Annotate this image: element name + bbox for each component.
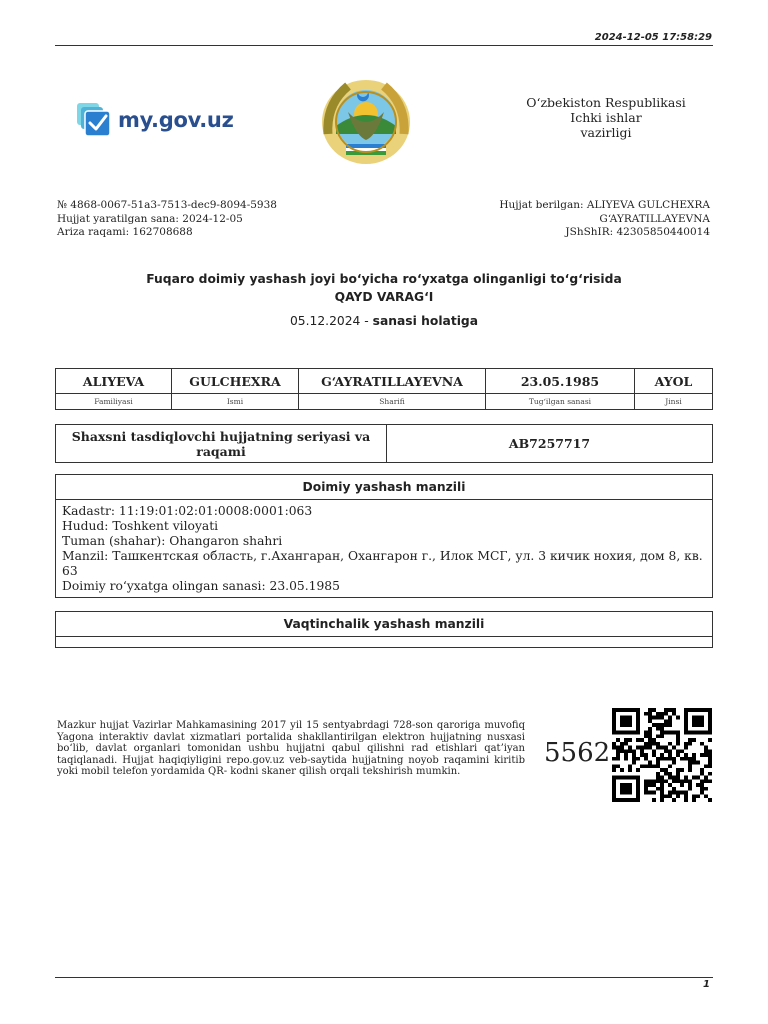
birth-date-label: Tug‘ilgan sanasi xyxy=(486,394,635,410)
as-of-label: sanasi holatiga xyxy=(372,314,479,328)
surname-label: Familiyasi xyxy=(56,394,172,410)
given-name-label: Ismi xyxy=(172,394,299,410)
registration-date-line: Doimiy ro‘yxatga olingan sanasi: 23.05.1985 xyxy=(62,579,340,593)
birth-date-value: 23.05.1985 xyxy=(486,369,635,394)
as-of-date-line xyxy=(0,314,768,328)
person-table xyxy=(55,368,713,410)
issued-to: Hujjat berilgan: ALIYEVA GULCHEXRA xyxy=(499,199,710,211)
id-document-label: Shaxsni tasdiqlovchi hujjatning seriyasi va raqami xyxy=(56,425,387,463)
permanent-address-body xyxy=(56,500,712,597)
application-number: Ariza raqami: 162708688 xyxy=(57,226,193,238)
id-document-table xyxy=(55,424,713,463)
top-rule xyxy=(55,45,713,46)
creation-date: Hujjat yaratilgan sana: 2024-12-05 xyxy=(57,212,243,225)
check-document-icon xyxy=(76,102,112,138)
ministry-name xyxy=(496,95,716,140)
document-meta-left xyxy=(57,199,277,240)
page-number: 1 xyxy=(703,979,710,990)
document-meta-right xyxy=(499,199,710,240)
document-timestamp: 2024-12-05 17:58:29 xyxy=(594,32,712,43)
temporary-address-section xyxy=(55,611,713,648)
ministry-line-1: O‘zbekiston Respublikasi xyxy=(526,95,686,110)
as-of-date: 05.12.2024 xyxy=(289,314,361,328)
state-emblem xyxy=(318,74,414,166)
surname-value: ALIYEVA xyxy=(56,369,172,394)
legal-disclaimer: Mazkur hujjat Vazirlar Mahkamasining 2017 yil 15 sentyabrdagi 728-son qaroriga muvofiq Yagona interaktiv davlat xizmatlari portalida shakllantirilgan elektron hujjatning nusxasi bo‘lib, davlat organlari tomonidan ushbu hujjatni qabul qilishni rad etishlari qat’iyan taqiqlanadi. Hujjat haqiqiyligini repo.gov.uz veb-saytida hujjatning noyob raqamini kiritib yoki mobil telefon yordamida QR- kodni skaner qilish orqali tekshirish mumkin. xyxy=(57,720,525,777)
cadastre-line: Kadastr: 11:19:01:02:01:0008:0001:063 xyxy=(62,504,313,518)
district-line: Tuman (shahar): Ohangaron shahri xyxy=(62,534,283,548)
qr-modules xyxy=(612,708,712,802)
bottom-rule xyxy=(55,977,713,978)
mygov-logo xyxy=(76,102,234,138)
verification-code: 5562 xyxy=(544,738,611,768)
temporary-address-body xyxy=(56,637,712,647)
patronymic-value: G‘AYRATILLAYEVNA xyxy=(299,369,486,394)
title-line-1: Fuqaro doimiy yashash joyi bo‘yicha ro‘yxatga olinganligi to‘g‘risida xyxy=(146,272,622,286)
region-line: Hudud: Toshkent viloyati xyxy=(62,519,219,533)
gender-label: Jinsi xyxy=(635,394,713,410)
patronymic-label: Sharifi xyxy=(299,394,486,410)
id-document-value: AB7257717 xyxy=(387,425,713,463)
document-title xyxy=(0,270,768,306)
document-number: № 4868-0067-51a3-7513-dec9-8094-5938 xyxy=(57,199,277,211)
gender-value: AYOL xyxy=(635,369,713,394)
temporary-address-heading: Vaqtinchalik yashash manzili xyxy=(56,612,712,637)
title-line-2: QAYD VARAG‘I xyxy=(334,290,434,304)
permanent-address-heading: Doimiy yashash manzili xyxy=(56,475,712,500)
logo-text: my.gov.uz xyxy=(118,108,234,132)
as-of-separator: - xyxy=(360,314,373,328)
issued-to-patronymic: G‘AYRATILLAYEVNA xyxy=(599,212,710,225)
personal-id: JShShIR: 42305850440014 xyxy=(565,226,710,238)
ministry-line-3: vazirligi xyxy=(580,125,632,140)
qr-code xyxy=(612,708,712,802)
permanent-address-section xyxy=(55,474,713,598)
ministry-line-2: Ichki ishlar xyxy=(570,110,642,125)
address-line: Manzil: Ташкентская область, г.Ахангаран, Охангарон г., Илок МСГ, ул. 3 кичик нохия, дом 8, кв. 63 xyxy=(62,549,703,578)
given-name-value: GULCHEXRA xyxy=(172,369,299,394)
